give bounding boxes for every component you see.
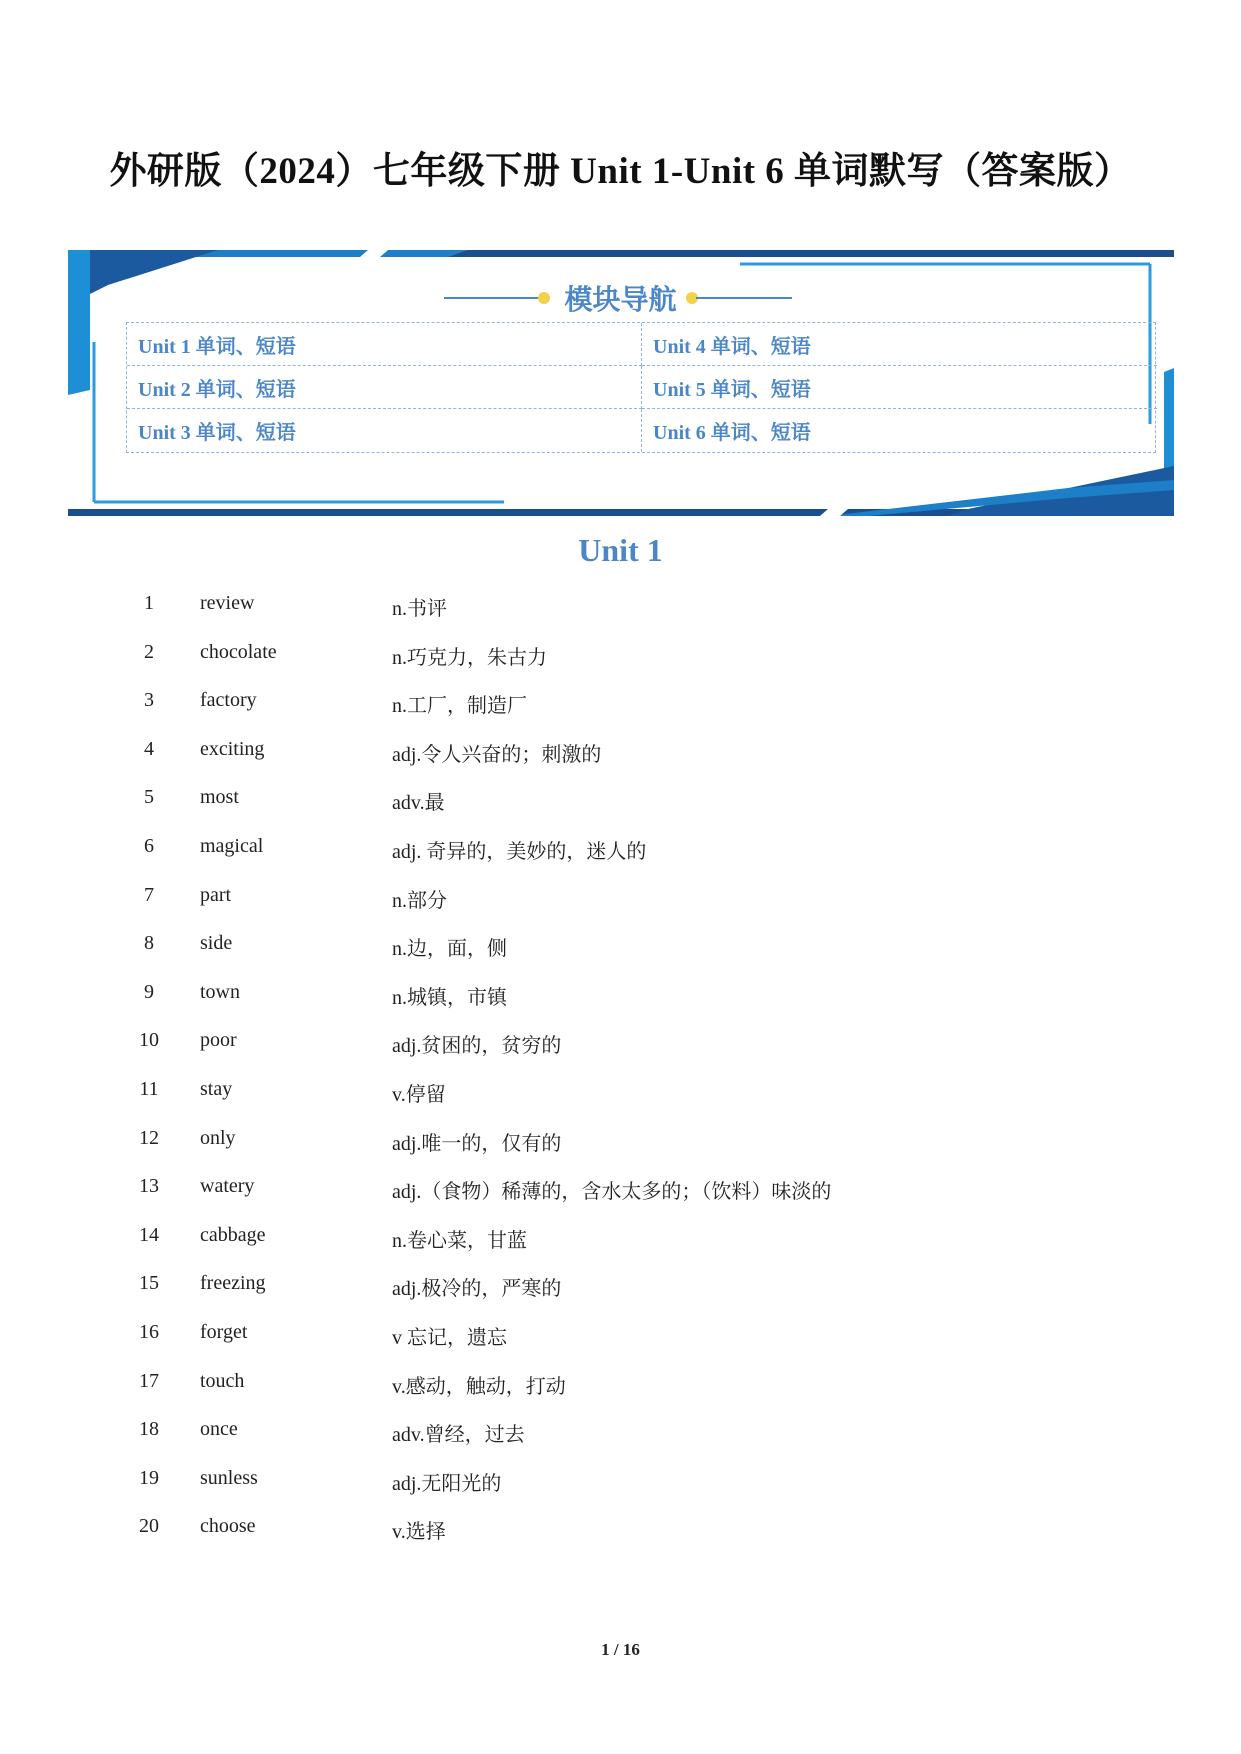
vocab-definition: n.书评 (392, 598, 447, 620)
vocab-number: 15 (139, 1272, 159, 1295)
vocab-word: choose (200, 1515, 256, 1538)
document-title: 外研版（2024）七年级下册 Unit 1-Unit 6 单词默写（答案版） (109, 151, 1132, 192)
vocab-definition: v.停留 (392, 1083, 446, 1106)
vocab-word: only (200, 1126, 236, 1149)
vocab-definition: adv.最 (392, 792, 445, 815)
vocab-row (0, 683, 1241, 732)
vocab-word: cabbage (200, 1223, 266, 1246)
page-number: 1 / 16 (601, 1640, 640, 1659)
vocab-number: 6 (144, 834, 154, 857)
vocab-definition: adj.无阳光的 (392, 1472, 502, 1495)
vocab-word: side (200, 932, 233, 955)
vocab-row (0, 1412, 1241, 1461)
vocabulary-list (0, 586, 1241, 1558)
vocab-word: poor (200, 1029, 237, 1052)
vocab-definition: adj.极冷的，严寒的 (392, 1278, 562, 1301)
vocab-definition: n.城镇，市镇 (392, 986, 507, 1009)
vocab-definition: v.感动，触动，打动 (392, 1375, 566, 1398)
vocab-definition: adj.（食物）稀薄的，含水太多的；（饮料）味淡的 (392, 1181, 832, 1204)
vocab-number: 18 (139, 1418, 159, 1441)
vocab-word: freezing (200, 1272, 266, 1295)
vocab-definition: n.边，面，侧 (392, 938, 507, 961)
vocab-row (0, 926, 1241, 975)
vocab-number: 8 (144, 932, 154, 955)
vocab-number: 10 (139, 1029, 159, 1052)
vocab-definition: n.巧克力，朱古力 (392, 646, 547, 669)
vocab-word: chocolate (200, 640, 277, 663)
vocab-definition: adj.贫困的，贫穷的 (392, 1035, 562, 1058)
vocab-definition: n.部分 (392, 889, 447, 912)
vocab-row (0, 1364, 1241, 1413)
vocab-row (0, 1023, 1241, 1072)
vocab-word: review (200, 592, 255, 614)
vocab-row (0, 1169, 1241, 1218)
vocab-definition: adj. 奇异的，美妙的，迷人的 (392, 840, 647, 863)
vocab-row (0, 1072, 1241, 1121)
vocab-number: 14 (139, 1223, 159, 1246)
unit-heading: Unit 1 (578, 532, 663, 568)
vocab-word: touch (200, 1369, 245, 1392)
navigation-grid (126, 322, 1156, 453)
vocab-number: 4 (144, 737, 154, 760)
vocab-row (0, 1461, 1241, 1510)
vocab-word: watery (200, 1175, 255, 1198)
vocab-number: 9 (144, 980, 154, 1003)
vocab-row (0, 1509, 1241, 1558)
vocab-number: 20 (139, 1515, 159, 1538)
vocab-number: 7 (144, 883, 154, 906)
vocab-word: part (200, 883, 232, 906)
vocab-number: 5 (144, 786, 154, 809)
vocab-word: town (200, 980, 240, 1003)
vocab-number: 2 (144, 640, 154, 663)
vocab-row (0, 732, 1241, 781)
vocab-word: exciting (200, 737, 265, 760)
vocab-word: most (200, 786, 239, 809)
vocab-definition: adv.曾经，过去 (392, 1424, 525, 1447)
vocab-row (0, 878, 1241, 927)
vocab-word: sunless (200, 1466, 258, 1489)
nav-link-unit-5[interactable]: Unit 5 单词、短语 (642, 366, 1157, 409)
vocab-number: 13 (139, 1175, 159, 1198)
vocab-word: factory (200, 689, 257, 712)
nav-link-unit-1[interactable]: Unit 1 单词、短语 (127, 323, 642, 366)
vocab-row (0, 975, 1241, 1024)
vocab-word: forget (200, 1320, 248, 1343)
vocab-definition: v.选择 (392, 1521, 446, 1544)
vocab-number: 3 (144, 689, 154, 712)
vocab-row (0, 635, 1241, 684)
vocab-row (0, 780, 1241, 829)
vocab-definition: n.卷心菜，甘蓝 (392, 1229, 527, 1252)
navigation-heading: 模块导航 (564, 283, 677, 316)
vocab-word: once (200, 1418, 238, 1441)
vocab-number: 12 (139, 1126, 159, 1149)
vocab-row (0, 1121, 1241, 1170)
vocab-number: 16 (139, 1320, 159, 1343)
vocab-row (0, 586, 1241, 635)
vocab-word: magical (200, 834, 264, 857)
vocab-row (0, 1315, 1241, 1364)
vocab-number: 17 (139, 1369, 159, 1392)
vocab-definition: adj.令人兴奋的；刺激的 (392, 743, 602, 766)
nav-link-unit-4[interactable]: Unit 4 单词、短语 (642, 323, 1157, 366)
vocab-row (0, 1266, 1241, 1315)
vocab-number: 11 (139, 1077, 159, 1100)
vocab-number: 19 (139, 1466, 159, 1489)
nav-link-unit-3[interactable]: Unit 3 单词、短语 (127, 409, 642, 452)
vocab-row (0, 829, 1241, 878)
nav-link-unit-6[interactable]: Unit 6 单词、短语 (653, 422, 811, 444)
vocab-definition: n.工厂，制造厂 (392, 695, 527, 718)
nav-link-unit-2[interactable]: Unit 2 单词、短语 (127, 366, 642, 409)
vocab-definition: adj.唯一的，仅有的 (392, 1132, 562, 1155)
vocab-word: stay (200, 1077, 233, 1100)
vocab-row (0, 1218, 1241, 1267)
vocab-definition: v 忘记，遗忘 (392, 1326, 507, 1349)
vocab-number: 1 (144, 592, 154, 614)
